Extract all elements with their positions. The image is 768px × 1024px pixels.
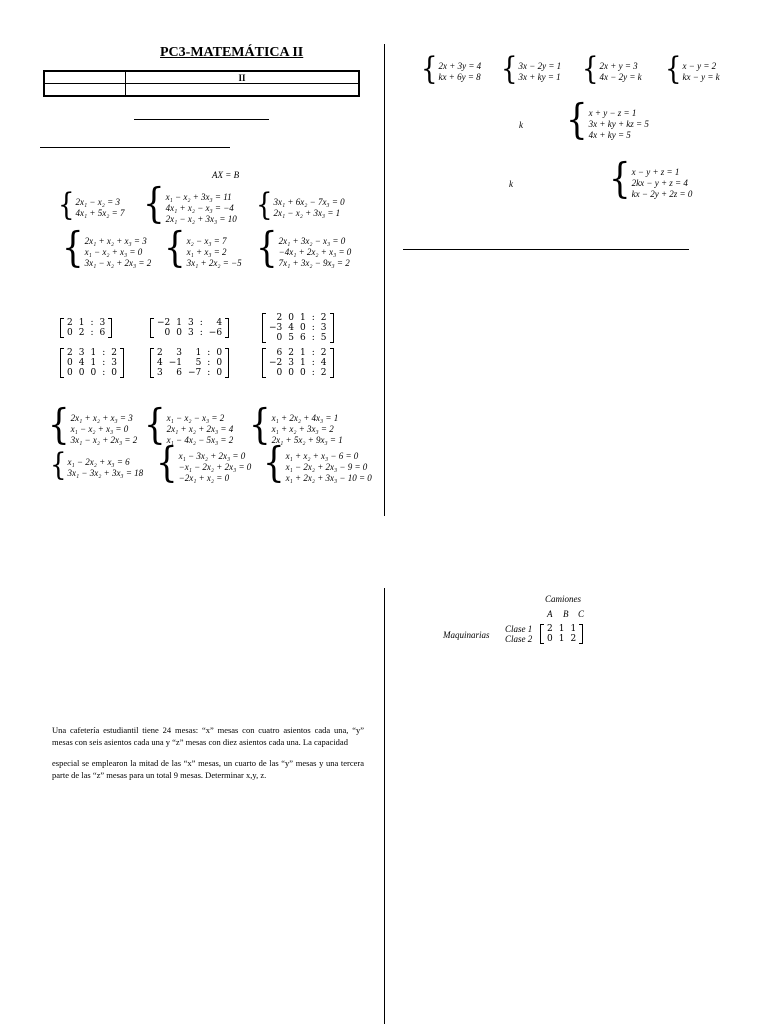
problem-paragraph-1: Una cafetería estudiantil tiene 24 mesas: “x” mesas con cuatro asientos cada una, “y” mesas con seis asientos cada una y “z” mesas con diez asientos cada una. La capacidad	[52, 725, 364, 747]
matrix-cell: 1	[300, 313, 306, 323]
k-label: k	[509, 179, 513, 189]
equation: x₁ − 2x₂ + 2x₃ − 9 = 0	[285, 462, 368, 472]
k-system-d	[665, 51, 720, 88]
matrix-cell: 2	[288, 348, 295, 358]
header-table	[43, 70, 360, 97]
system-7	[48, 401, 138, 450]
matrix-grid	[154, 348, 225, 378]
system-2	[143, 180, 237, 229]
equation: x₁ + 2x₂ + 3x₃ − 10 = 0	[285, 473, 372, 483]
bracket-right	[120, 348, 124, 378]
equation: kx − y = k	[682, 72, 720, 82]
brace: {	[156, 439, 178, 488]
equation: 4x₁ + 5x₂ = 7	[75, 208, 125, 218]
brace: {	[501, 51, 518, 88]
brace: {	[421, 51, 438, 88]
equation: 3x₁ + 6x₂ − 7x₃ = 0	[273, 197, 345, 207]
equation: 2x₁ + x₂ + 2x₃ = 4	[166, 424, 234, 434]
k-system-3x3-1	[566, 96, 649, 145]
matrix-cell: 3	[188, 328, 194, 338]
matrix-cell: :	[311, 323, 315, 333]
matrix-cell: 1	[300, 358, 306, 368]
matrix-cell: 2	[157, 348, 163, 358]
matrix-cell: 1	[90, 348, 97, 358]
matrix-grid	[64, 318, 108, 338]
matrix-cell: 1	[558, 624, 565, 634]
matrix-cell: 6	[276, 348, 283, 358]
brace: {	[249, 401, 271, 450]
matrix-cell: :	[311, 368, 315, 378]
matrix-cell: 4	[320, 358, 327, 368]
equation: 3x₁ − x₂ + 2x₃ = 2	[70, 435, 138, 445]
row-label-clase-2: Clase 2	[505, 634, 533, 644]
matrix-grid	[544, 624, 579, 644]
matrix-cell: −2	[157, 318, 171, 328]
equation: 2x₁ − x₂ = 3	[75, 197, 120, 207]
matrix-cell: 6	[176, 368, 183, 378]
matrix-grid	[266, 313, 330, 343]
matrix-cell: 1	[558, 634, 565, 644]
matrix-cell: 3	[99, 318, 106, 328]
matrix-cell: 0	[300, 368, 306, 378]
augmented-matrix-3	[262, 313, 334, 343]
page-title: PC3-MATEMÁTICA II	[160, 45, 304, 60]
equation: 4x − 2y = k	[599, 72, 642, 82]
matrix-cell: :	[311, 313, 315, 323]
row-label-clase-1: Clase 1	[505, 624, 533, 634]
matrix-cell: 4	[78, 358, 85, 368]
matrix-cell: −6	[208, 328, 223, 338]
equation: −4x₁ + 2x₂ + x₃ = 0	[278, 247, 352, 257]
matrix-cell: 2	[547, 624, 553, 634]
matrix-cell: :	[90, 318, 94, 328]
matrix-grid	[154, 318, 225, 338]
bracket-right	[579, 624, 583, 644]
k-system-c	[582, 51, 642, 88]
equation: 2x₁ + 3x₂ − x₃ = 0	[278, 236, 346, 246]
system-5	[164, 224, 242, 273]
header-cell-label: II	[126, 71, 360, 84]
brace: {	[256, 187, 273, 224]
equation: x₁ + x₂ + 3x₃ = 2	[271, 424, 334, 434]
maquinarias-label: Maquinarias	[443, 630, 490, 640]
equation: 2x₁ + x₂ + x₃ = 3	[70, 413, 133, 423]
system-10	[50, 447, 144, 484]
brace: {	[665, 51, 682, 88]
matrix-cell: 5	[288, 333, 295, 343]
matrix-cell: 0	[216, 358, 223, 368]
matrix-cell: :	[207, 348, 211, 358]
equation-ax-b: AX = B	[212, 170, 240, 180]
augmented-matrix-4	[60, 348, 124, 378]
matrix-cell: 3	[111, 358, 117, 368]
matrix-cell: :	[102, 358, 106, 368]
bracket-right	[108, 318, 112, 338]
equation: x₁ − x₂ + x₃ = 0	[84, 247, 143, 257]
matrix-cell: :	[199, 318, 203, 328]
brace: {	[566, 96, 588, 145]
matrix-cell: 1	[570, 624, 577, 634]
matrix-cell: 0	[216, 368, 223, 378]
matrix-cell: 0	[300, 323, 306, 333]
equation: 3x + ky = 1	[518, 72, 561, 82]
matrix-cell: :	[199, 328, 203, 338]
matrix-cell: 0	[78, 368, 85, 378]
problem-paragraph-2: especial se emplearon la mitad de las “x” mesas, un cuarto de las “y” mesas y una tercera parte de las “z” mesas para un total 9 mesas. Determinar x,y, z.	[52, 758, 364, 780]
bracket-right	[225, 348, 229, 378]
col-label-a: A	[547, 609, 553, 619]
brace: {	[143, 180, 165, 229]
matrix-cell: 2	[78, 328, 85, 338]
equation: 7x₁ + 3x₂ − 9x₃ = 2	[278, 258, 350, 268]
system-3	[256, 187, 345, 224]
brace: {	[256, 224, 278, 273]
brace: {	[58, 187, 75, 224]
equation: 3x₁ − x₂ + 2x₃ = 2	[84, 258, 152, 268]
equation: 2kx − y + z = 4	[631, 178, 688, 188]
matrix-cell: 2	[67, 348, 73, 358]
brace: {	[164, 224, 186, 273]
matrix-cell: 0	[90, 368, 97, 378]
equation: 2x + y = 3	[599, 61, 638, 71]
matrix-cell: 6	[300, 333, 306, 343]
matrix-cell: 3	[176, 348, 183, 358]
equation: 4x + ky = 5	[588, 130, 631, 140]
matrix-cell: 6	[99, 328, 106, 338]
augmented-matrix-2	[150, 318, 229, 338]
matrix-cell: 2	[570, 634, 577, 644]
brace: {	[62, 224, 84, 273]
column-divider-bottom	[384, 588, 385, 1024]
equation: x₁ − x₂ + x₃ = 0	[70, 424, 129, 434]
matrix-cell: 3	[288, 358, 295, 368]
matrix-cell: 1	[195, 348, 202, 358]
matrix-cell: 0	[547, 634, 553, 644]
section-divider-right	[403, 249, 689, 250]
k-system-3x3-2	[609, 155, 693, 204]
equation: x − y = 2	[682, 61, 717, 71]
matrix-cell: 2	[320, 313, 327, 323]
equation: x₁ − x₂ + 3x₃ = 11	[165, 192, 232, 202]
augmented-matrix-1	[60, 318, 112, 338]
brace: {	[144, 401, 166, 450]
brace: {	[582, 51, 599, 88]
matrix-cell: :	[207, 368, 211, 378]
augmented-matrix-5	[150, 348, 229, 378]
matrix-cell: −2	[269, 358, 283, 368]
header-cell-empty	[126, 84, 360, 97]
matrix-cell: 0	[164, 328, 171, 338]
brace: {	[50, 447, 67, 484]
matrix-cell: :	[311, 348, 315, 358]
matrix-cell: 2	[320, 348, 327, 358]
matrix-cell: :	[311, 358, 315, 368]
brace: {	[609, 155, 631, 204]
matrix-cell: 1	[78, 318, 85, 328]
matrix-cell: :	[102, 348, 106, 358]
matrix-cell: 2	[320, 368, 327, 378]
matrix-grid	[64, 348, 120, 378]
system-4	[62, 224, 152, 273]
matrix-cell: 3	[78, 348, 85, 358]
matrix-cell: 0	[276, 368, 283, 378]
equation: 2x₁ − x₂ + 3x₃ = 1	[273, 208, 341, 218]
system-6	[256, 224, 352, 273]
equation: 2x + 3y = 4	[438, 61, 482, 71]
camiones-matrix	[540, 624, 583, 644]
matrix-cell: 2	[276, 313, 283, 323]
equation: x₁ + x₃ = 2	[186, 247, 227, 257]
matrix-cell: 4	[288, 323, 295, 333]
equation: x₁ − 2x₂ + x₃ = 6	[67, 457, 130, 467]
equation: 2x₁ − x₂ + 3x₃ = 10	[165, 214, 237, 224]
equation: x − y + z = 1	[631, 167, 680, 177]
equation: 3x + ky + kz = 5	[588, 119, 649, 129]
equation: x₁ + 2x₂ + 4x₃ = 1	[271, 413, 339, 423]
matrix-cell: −1	[168, 358, 183, 368]
bracket-right	[225, 318, 229, 338]
matrix-cell: :	[102, 368, 106, 378]
section-divider	[40, 147, 230, 148]
equation: x₁ − x₂ − x₃ = 2	[166, 413, 225, 423]
matrix-cell: 0	[176, 328, 183, 338]
equation: x + y − z = 1	[588, 108, 637, 118]
matrix-cell: :	[311, 333, 315, 343]
matrix-cell: 0	[111, 368, 117, 378]
matrix-cell: 2	[67, 318, 73, 328]
column-divider-top	[384, 44, 385, 516]
equation: x₁ − 4x₂ − 5x₃ = 2	[166, 435, 234, 445]
matrix-cell: :	[207, 358, 211, 368]
k-label: k	[519, 120, 523, 130]
k-system-a	[421, 51, 482, 88]
brace: {	[48, 401, 70, 450]
header-cell-empty	[44, 71, 126, 84]
matrix-cell: 0	[67, 328, 73, 338]
matrix-grid	[266, 348, 330, 378]
matrix-cell: 4	[216, 318, 223, 328]
matrix-cell: 0	[67, 358, 73, 368]
name-line	[134, 119, 269, 120]
equation: −x₁ − 2x₂ + 2x₃ = 0	[178, 462, 252, 472]
equation: 3x − 2y = 1	[518, 61, 562, 71]
equation: −2x₁ + x₂ = 0	[178, 473, 230, 483]
equation: 4x₁ + x₂ − x₃ = −4	[165, 203, 234, 213]
matrix-cell: 3	[188, 318, 194, 328]
matrix-cell: :	[90, 328, 94, 338]
equation: x₁ + x₂ + x₃ − 6 = 0	[285, 451, 359, 461]
matrix-cell: 5	[320, 333, 327, 343]
matrix-cell: 4	[157, 358, 163, 368]
header-cell-empty	[44, 84, 126, 97]
equation: kx + 6y = 8	[438, 72, 481, 82]
matrix-cell: 0	[288, 313, 295, 323]
equation: x₂ − x₃ = 7	[186, 236, 227, 246]
camiones-title: Camiones	[545, 594, 581, 604]
matrix-cell: 0	[67, 368, 73, 378]
matrix-cell: 1	[176, 318, 183, 328]
equation: 2x₁ + 5x₂ + 9x₃ = 1	[271, 435, 343, 445]
col-label-b: B	[563, 609, 569, 619]
system-1	[58, 187, 125, 224]
matrix-cell: −7	[188, 368, 202, 378]
bracket-right	[330, 313, 334, 343]
matrix-cell: 2	[111, 348, 117, 358]
matrix-cell: 1	[300, 348, 306, 358]
matrix-cell: 0	[276, 333, 283, 343]
matrix-cell: 3	[157, 368, 163, 378]
equation: 2x₁ + x₂ + x₃ = 3	[84, 236, 147, 246]
matrix-cell: −3	[269, 323, 283, 333]
col-label-c: C	[578, 609, 585, 619]
equation: kx − 2y + 2z = 0	[631, 189, 693, 199]
matrix-cell: 5	[195, 358, 202, 368]
equation: x₁ − 3x₂ + 2x₃ = 0	[178, 451, 246, 461]
matrix-cell: 1	[90, 358, 97, 368]
bracket-right	[330, 348, 334, 378]
matrix-cell: 3	[320, 323, 327, 333]
k-system-b	[501, 51, 562, 88]
matrix-cell: 0	[288, 368, 295, 378]
augmented-matrix-6	[262, 348, 334, 378]
equation: 3x₁ − 3x₂ + 3x₃ = 18	[67, 468, 144, 478]
equation: 3x₁ + 2x₂ = −5	[186, 258, 242, 268]
matrix-cell: 0	[216, 348, 223, 358]
brace: {	[263, 439, 285, 488]
